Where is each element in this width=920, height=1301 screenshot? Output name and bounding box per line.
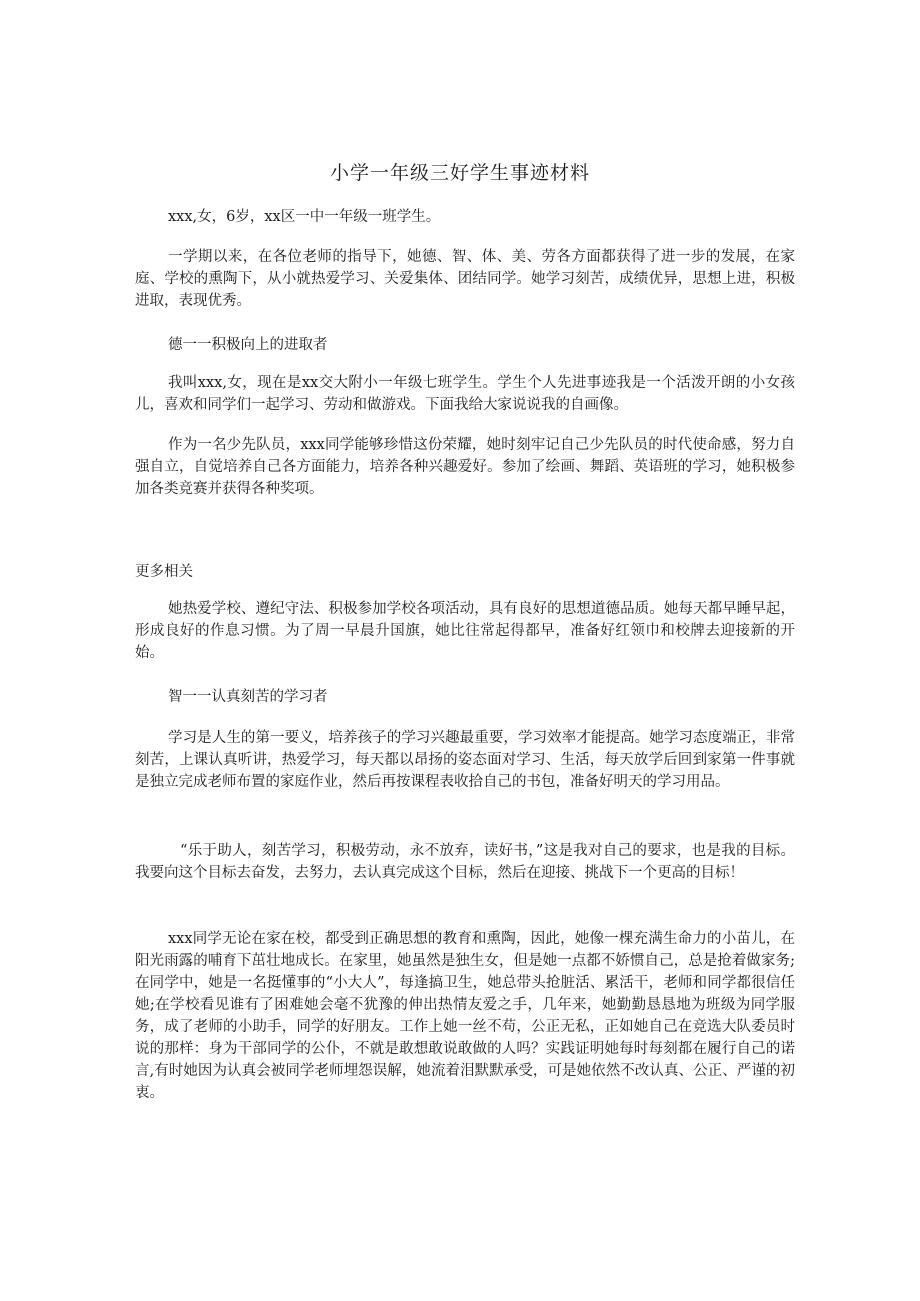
paragraph-semester-summary: 一学期以来，在各位老师的指导下，她德、智、体、美、劳各方面都获得了进一步的发展，在家庭、学校的熏陶下，从小就热爱学习、关爱集体、团结同学。她学习刻苦，成绩优异，思想上进，积极进取，表现优秀。 <box>135 249 795 309</box>
section-heading-moral: 德一一积极向上的进取者 <box>168 337 328 353</box>
paragraph-self-introduction: 我叫xxx,女，现在是xx交大附小一年级七班学生。学生个人先进事迹我是一个活泼开朗的小女孩儿，喜欢和同学们一起学习、劳动和做游戏。下面我给大家说说我的自画像。 <box>135 375 795 413</box>
intro-paragraph: xxx,女，6岁，xx区一中一年级一班学生。 <box>168 209 441 225</box>
document-title: 小学一年级三好学生事迹材料 <box>329 162 590 184</box>
more-related-label: 更多相关 <box>135 564 193 580</box>
paragraph-home-and-school: xxx同学无论在家在校，都受到正确思想的教育和熏陶，因此，她像一棵充满生命力的小苗儿，在阳光雨露的哺育下茁壮地成长。在家里，她虽然是独生女，但是她一点都不娇惯自己，总是抢着做家务;在同学中，她是一名挺懂事的“小大人”，每逢搞卫生，她总带头抢脏活、累活干，老师和同学都很信任她;在学校看见谁有了困难她会毫不犹豫的伸出热情友爱之手，几年来，她勤勤恳恳地为班级为同学服务，成了老师的小助手，同学的好朋友。工作上她一丝不苟，公正无私，正如她自己在竞选大队委员时说的那样：身为干部同学的公仆，不就是敢想敢说敢做的人吗？实践证明她每时每刻都在履行自己的诺言,有时她因为认真会被同学老师埋怨误解，她流着泪默默承受，可是她依然不改认真、公正、严谨的初衷。 <box>135 931 795 1101</box>
paragraph-learning: 学习是人生的第一要义，培养孩子的学习兴趣最重要，学习效率才能提高。她学习态度端正，非常刻苦，上课认真听讲，热爱学习，每天都以昂扬的姿态面对学习、生活，每天放学后回到家第一件事就是独立完成老师布置的家庭作业，然后再按课程表收拾自己的书包，准备好明天的学习用品。 <box>135 730 795 790</box>
paragraph-goals: “乐于助人，刻苦学习，积极劳动，永不放弃，读好书，”这是我对自己的要求，也是我的目标。我要向这个目标去奋发，去努力，去认真完成这个目标，然后在迎接、挑战下一个更高的目标！ <box>135 843 795 881</box>
paragraph-young-pioneer: 作为一名少先队员，xxx同学能够珍惜这份荣耀，她时刻牢记自己少先队员的时代使命感，努力自强自立，自觉培养自己各方面能力，培养各种兴趣爱好。参加了绘画、舞蹈、英语班的学习，她积极参加各类竞赛并获得各种奖项。 <box>135 437 795 497</box>
section-heading-intellect: 智一一认真刻苦的学习者 <box>168 689 328 705</box>
paragraph-school-life: 她热爱学校、遵纪守法、积极参加学校各项活动，具有良好的思想道德品质。她每天都早睡早起，形成良好的作息习惯。为了周一早晨升国旗，她比往常起得都早，准备好红领巾和校牌去迎接新的开始。 <box>135 601 795 661</box>
